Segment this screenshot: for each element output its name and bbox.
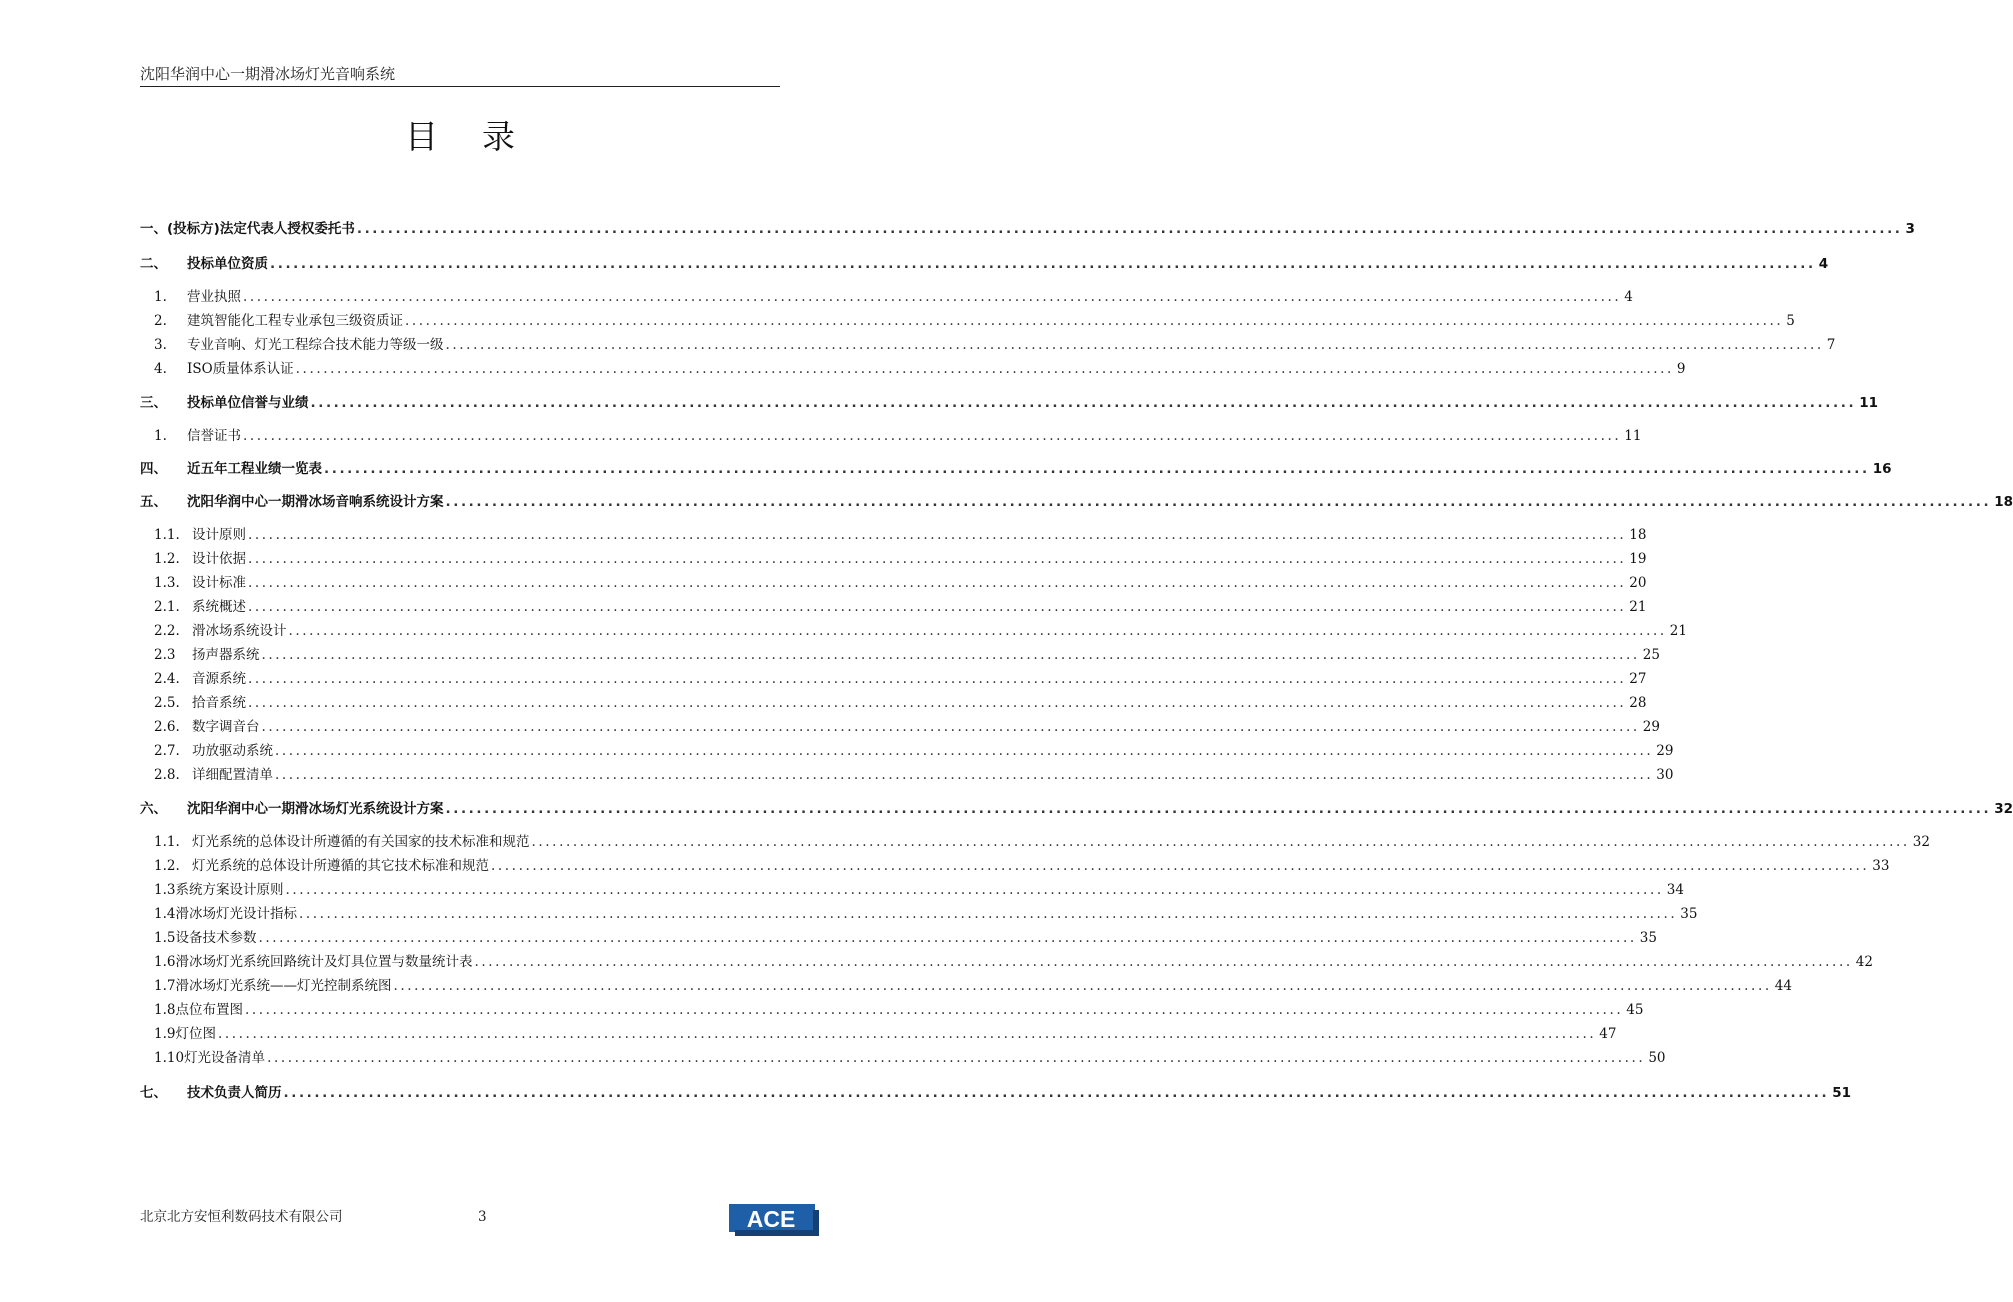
toc-entry-number: 六、 (140, 801, 167, 817)
toc-entry[interactable] (140, 740, 1674, 762)
toc-entry-label: 扬声器系统 (192, 647, 260, 663)
toc-entry-page: 45 (1626, 1002, 1644, 1018)
toc-entry-number: 1.5 (154, 930, 176, 946)
toc-dot-leader: ........................................................................................................................................................................................................ (248, 599, 1627, 615)
toc-entry-number: 1.9 (154, 1026, 176, 1042)
toc-entry-label: 灯光系统的总体设计所遵循的其它技术标准和规范 (192, 858, 489, 874)
toc-entry-label: 拾音系统 (192, 695, 246, 711)
toc-entry-page: 42 (1855, 954, 1873, 970)
toc-entry-number: 2.2. (154, 623, 180, 639)
toc-dot-leader: ........................................................................................................................................................................................................ (531, 834, 1910, 850)
toc-entry-number: 1.1. (154, 834, 180, 850)
toc-dot-leader: ........................................................................................................................................................................................................ (285, 882, 1664, 898)
toc-entry-page: 7 (1826, 337, 1836, 353)
toc-dot-leader: ........................................................................................................................................................................................................ (270, 256, 1816, 272)
toc-entry-number: 1. (154, 289, 167, 305)
toc-entry-number: 七、 (140, 1085, 167, 1101)
toc-entry-page: 21 (1629, 599, 1647, 615)
header-title: 沈阳华润中心一期滑冰场灯光音响系统 (140, 65, 396, 83)
toc-dot-leader: ........................................................................................................................................................................................................ (356, 221, 1903, 237)
toc-entry-label: 信誉证书 (187, 428, 241, 444)
toc-dot-leader: ........................................................................................................................................................................................................ (267, 1050, 1646, 1066)
toc-entry[interactable] (140, 334, 1836, 356)
toc-entry[interactable] (140, 620, 1687, 642)
toc-entry[interactable] (140, 999, 1644, 1021)
toc-dot-leader: ........................................................................................................................................................................................................ (261, 719, 1640, 735)
running-header (140, 64, 780, 87)
toc-entry[interactable] (140, 831, 1930, 853)
toc-entry[interactable] (140, 798, 2013, 820)
toc-entry-page: 18 (1629, 527, 1647, 543)
toc-entry-number: 1.7 (154, 978, 176, 994)
toc-entry[interactable] (140, 975, 1792, 997)
toc-entry-page: 29 (1642, 719, 1660, 735)
toc-entry[interactable] (140, 596, 1647, 618)
toc-dot-leader: ........................................................................................................................................................................................................ (248, 671, 1627, 687)
toc-entry-page: 35 (1680, 906, 1698, 922)
toc-entry-label: 设计依据 (192, 551, 246, 567)
toc-entry-page: 4 (1624, 289, 1633, 305)
toc-entry-page: 33 (1872, 858, 1890, 874)
toc-dot-leader: ........................................................................................................................................................................................................ (298, 906, 1678, 922)
toc-entry[interactable] (140, 855, 1890, 877)
toc-dot-leader: ........................................................................................................................................................................................................ (324, 461, 1870, 477)
ace-logo (727, 1200, 819, 1236)
toc-entry[interactable] (140, 644, 1660, 666)
toc-entry-page: 47 (1599, 1026, 1617, 1042)
toc-entry-number: 2.7. (154, 743, 180, 759)
toc-dot-leader: ........................................................................................................................................................................................................ (248, 695, 1627, 711)
toc-entry-label: 沈阳华润中心一期滑冰场音响系统设计方案 (187, 494, 444, 510)
toc-entry-label: 灯光系统的总体设计所遵循的有关国家的技术标准和规范 (192, 834, 530, 850)
toc-entry[interactable] (140, 310, 1795, 332)
toc-entry-number: 1. (154, 428, 167, 444)
toc-entry-label: 滑冰场系统设计 (192, 623, 287, 639)
toc-entry[interactable] (140, 1047, 1666, 1069)
toc-entry-label: 设计原则 (192, 527, 246, 543)
toc-entry[interactable] (140, 548, 1647, 570)
toc-dot-leader: ........................................................................................................................................................................................................ (295, 361, 1674, 377)
toc-entry-page: 51 (1832, 1085, 1851, 1101)
toc-entry-number: 1.4 (154, 906, 176, 922)
toc-entry-page: 44 (1774, 978, 1792, 994)
toc-entry-number: 四、 (140, 461, 167, 477)
toc-entry-number: 二、 (140, 256, 167, 272)
toc-entry-number: 三、 (140, 395, 167, 411)
toc-entry-label: 数字调音台 (192, 719, 260, 735)
footer-page-number: 3 (478, 1209, 487, 1225)
toc-dot-leader: ........................................................................................................................................................................................................ (258, 930, 1637, 946)
toc-dot-leader: ........................................................................................................................................................................................................ (310, 395, 1857, 411)
toc-entry-number: 1.3 (154, 882, 176, 898)
toc-entry-number: 1.10 (154, 1050, 185, 1066)
toc-entry-label: 滑冰场灯光系统——灯光控制系统图 (175, 978, 392, 994)
toc-entry-label: 建筑智能化工程专业承包三级资质证 (187, 313, 403, 329)
toc-dot-leader: ........................................................................................................................................................................................................ (248, 527, 1627, 543)
toc-entry[interactable] (140, 253, 1829, 275)
toc-entry-page: 35 (1639, 930, 1657, 946)
toc-dot-leader: ........................................................................................................................................................................................................ (217, 1026, 1597, 1042)
toc-dot-leader: ........................................................................................................................................................................................................ (405, 313, 1784, 329)
toc-entry-label: 营业执照 (187, 289, 241, 305)
toc-dot-leader: ........................................................................................................................................................................................................ (261, 647, 1640, 663)
toc-dot-leader: ........................................................................................................................................................................................................ (248, 575, 1627, 591)
toc-entry[interactable] (140, 458, 1892, 480)
toc-entry-page: 30 (1656, 767, 1674, 783)
toc-entry-number: 2.6. (154, 719, 180, 735)
toc-entry-page: 20 (1629, 575, 1647, 591)
toc-dot-leader: ........................................................................................................................................................................................................ (474, 954, 1853, 970)
toc-entry-label: 滑冰场灯光设计指标 (175, 906, 297, 922)
toc-entry-page: 25 (1642, 647, 1660, 663)
toc-entry-number: 1.6 (154, 954, 176, 970)
toc-entry-label: 详细配置清单 (192, 767, 273, 783)
toc-entry-page: 21 (1669, 623, 1687, 639)
toc-entry-label: 沈阳华润中心一期滑冰场灯光系统设计方案 (187, 801, 444, 817)
toc-entry[interactable] (140, 951, 1873, 973)
toc-entry-page: 3 (1905, 221, 1915, 237)
toc-dot-leader: ........................................................................................................................................................................................................ (445, 494, 1992, 510)
toc-title: 目录 (405, 117, 559, 156)
toc-entry-page: 28 (1629, 695, 1647, 711)
toc-entry-number: 1.2. (154, 858, 180, 874)
toc-entry-label: 点位布置图 (175, 1002, 243, 1018)
toc-dot-leader: ........................................................................................................................................................................................................ (243, 289, 1622, 305)
toc-entry[interactable] (140, 392, 1878, 414)
toc-entry-page: 50 (1648, 1050, 1666, 1066)
toc-entry-page: 5 (1786, 313, 1795, 329)
footer-company: 北京北方安恒利数码技术有限公司 (140, 1209, 343, 1225)
toc-entry[interactable] (140, 692, 1647, 714)
svg-text:ACE: ACE (746, 1206, 796, 1232)
toc-dot-leader: ........................................................................................................................................................................................................ (244, 1002, 1624, 1018)
toc-entry-number: 4. (154, 361, 167, 377)
toc-dot-leader: ........................................................................................................................................................................................................ (275, 743, 1654, 759)
toc-entry-page: 19 (1629, 551, 1647, 567)
toc-entry-number: 2.3 (154, 647, 176, 663)
toc-entry-number: 五、 (140, 494, 167, 510)
toc-entry-label: 系统概述 (192, 599, 246, 615)
toc-entry-number: 2.8. (154, 767, 180, 783)
toc-dot-leader: ........................................................................................................................................................................................................ (491, 858, 1870, 874)
toc-entry-page: 34 (1666, 882, 1684, 898)
toc-entry[interactable] (140, 716, 1660, 738)
toc-entry-number: 1.2. (154, 551, 180, 567)
toc-entry-number: 2. (154, 313, 167, 329)
toc-entry-page: 27 (1629, 671, 1647, 687)
toc-entry-number: 2.1. (154, 599, 180, 615)
toc-entry[interactable] (140, 425, 1642, 447)
toc-entry[interactable] (140, 1082, 1851, 1104)
toc-entry-number: 1.8 (154, 1002, 176, 1018)
toc-entry-label: 专业音响、灯光工程综合技术能力等级一级 (187, 337, 444, 353)
toc-entry-label: 一、(投标方)法定代表人授权委托书 (140, 221, 355, 237)
toc-entry-page: 11 (1624, 428, 1642, 444)
toc-entry-label: 设计标准 (192, 575, 246, 591)
toc-entry[interactable] (140, 218, 1915, 240)
toc-entry-label: 设备技术参数 (175, 930, 257, 946)
toc-entry[interactable] (140, 879, 1684, 901)
toc-entry[interactable] (140, 286, 1633, 308)
toc-dot-leader: ........................................................................................................................................................................................................ (275, 767, 1654, 783)
toc-entry-label: ISO质量体系认证 (187, 361, 294, 377)
toc-entry-label: 功放驱动系统 (192, 743, 273, 759)
toc-dot-leader: ........................................................................................................................................................................................................ (445, 337, 1824, 353)
toc-entry-number: 2.4. (154, 671, 180, 687)
toc-entry-page: 11 (1859, 395, 1878, 411)
toc-entry-label: 滑冰场灯光系统回路统计及灯具位置与数量统计表 (175, 954, 473, 970)
toc-entry[interactable] (140, 491, 2013, 513)
toc-entry-label: 投标单位信誉与业绩 (187, 395, 309, 411)
toc-entry-label: 灯光设备清单 (184, 1050, 266, 1066)
toc-entry-number: 3. (154, 337, 167, 353)
toc-entry-label: 投标单位资质 (187, 256, 268, 272)
toc-dot-leader: ........................................................................................................................................................................................................ (445, 801, 1992, 817)
toc-entry-page: 4 (1818, 256, 1829, 272)
toc-entry[interactable] (140, 358, 1686, 380)
toc-entry-page: 18 (1994, 494, 2013, 510)
toc-entry-label: 技术负责人简历 (187, 1085, 282, 1101)
toc-entry[interactable] (140, 1023, 1617, 1045)
toc-entry[interactable] (140, 764, 1674, 786)
toc-entry-label: 系统方案设计原则 (175, 882, 284, 898)
toc-entry-label: 近五年工程业绩一览表 (187, 461, 322, 477)
toc-entry-page: 32 (1994, 801, 2013, 817)
toc-entry-page: 29 (1656, 743, 1674, 759)
toc-dot-leader: ........................................................................................................................................................................................................ (283, 1085, 1830, 1101)
toc-entry[interactable] (140, 572, 1647, 594)
toc-entry[interactable] (140, 524, 1647, 546)
toc-entry-number: 2.5. (154, 695, 180, 711)
toc-entry-page: 32 (1912, 834, 1930, 850)
toc-entry-number: 1.3. (154, 575, 180, 591)
toc-entry-page: 9 (1676, 361, 1686, 377)
toc-dot-leader: ........................................................................................................................................................................................................ (393, 978, 1772, 994)
toc-entry[interactable] (140, 668, 1647, 690)
toc-dot-leader: ........................................................................................................................................................................................................ (248, 551, 1627, 567)
toc-entry[interactable] (140, 927, 1657, 949)
toc-entry-page: 16 (1872, 461, 1892, 477)
toc-entry-label: 灯位图 (175, 1026, 216, 1042)
toc-entry[interactable] (140, 903, 1698, 925)
toc-dot-leader: ........................................................................................................................................................................................................ (288, 623, 1667, 639)
toc-entry-label: 音源系统 (192, 671, 246, 687)
toc-dot-leader: ........................................................................................................................................................................................................ (243, 428, 1622, 444)
toc-entry-number: 1.1. (154, 527, 180, 543)
